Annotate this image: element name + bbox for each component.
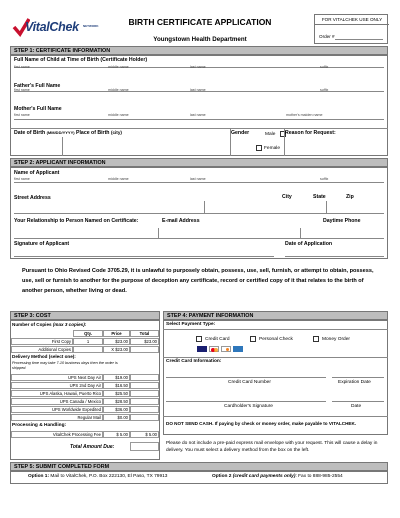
office-use-label: FOR VITALCHEK USE ONLY: [315, 17, 389, 25]
processing-fee-price: $ 5.00: [103, 431, 130, 438]
applicant-name-label: Name of Applicant: [14, 170, 60, 176]
amex-icon: [233, 346, 243, 352]
processing-label: Processing & Handling:: [12, 423, 67, 428]
col-total-header: Total: [130, 330, 159, 337]
delivery-row-label: UPS Next Day Air: [11, 374, 103, 381]
exp-date-label: Expiration Date: [338, 380, 371, 385]
city-divider: [204, 201, 205, 213]
dob-format: (MM/DD/YYYY): [46, 130, 75, 135]
cc-info-divider: [163, 357, 388, 358]
dob-label-text: Date of Birth: [14, 130, 46, 136]
delivery-row-total[interactable]: [130, 374, 159, 381]
processing-fee-total: $ 5.00: [130, 431, 159, 438]
logo-text: VitalChek: [25, 20, 79, 34]
option1: [28, 474, 167, 479]
payment-type-label: Select Payment Type:: [166, 322, 216, 327]
street-label: Street Address: [14, 195, 51, 201]
child-middle-hint: middle name: [108, 65, 129, 69]
delivery-row-price: $28.50: [103, 398, 130, 405]
option1-label: Option 1:: [28, 474, 50, 479]
signature-label: Signature of Applicant: [14, 241, 70, 247]
gender-divider-right: [284, 128, 285, 156]
applicant-suffix-hint: suffix: [320, 177, 329, 181]
mother-first-hint: first name: [14, 113, 30, 117]
copies-hint: (max 3 copies):: [52, 322, 87, 327]
order-number-field[interactable]: [335, 39, 383, 40]
form-title: BIRTH CERTIFICATE APPLICATION: [128, 17, 272, 27]
credit-card-checkbox[interactable]: [196, 336, 202, 342]
applicant-first-hint: first name: [14, 177, 30, 181]
child-suffix-hint: suffix: [320, 65, 329, 69]
additional-copies-label: Additional Copies: [11, 346, 73, 353]
relationship-email-phone-field[interactable]: [14, 238, 384, 239]
cash-notice: DO NOT SEND CASH. If paying by check or money order, make payable to VITALCHEK.: [166, 421, 357, 426]
additional-copies-price: X $23.00: [103, 346, 130, 353]
child-last-hint: last name: [190, 65, 206, 69]
delivery-row-total[interactable]: [130, 390, 159, 397]
cardholder-signature-label: Cardholder's Signature: [224, 404, 273, 409]
city-label: City: [282, 194, 292, 200]
child-name-label: Full Name of Child at Time of Birth (Certificate Holder): [14, 57, 148, 63]
step5-header: STEP 5: SUBMIT COMPLETED FORM: [10, 462, 388, 471]
mother-maiden-hint: mother's maiden name: [286, 113, 323, 117]
delivery-row-total[interactable]: [130, 414, 159, 421]
email-label: E-mail Address: [162, 218, 200, 224]
delivery-row-total[interactable]: [130, 398, 159, 405]
delivery-row-price: $19.00: [103, 374, 130, 381]
state-divider: [326, 201, 327, 213]
personal-check-checkbox[interactable]: [250, 336, 256, 342]
total-due-field[interactable]: [130, 442, 159, 451]
delivery-row-label: Regular Mail: [11, 414, 103, 421]
application-date-field[interactable]: [285, 256, 384, 257]
step2-header: STEP 2: APPLICANT INFORMATION: [10, 158, 388, 167]
email-divider: [158, 228, 159, 238]
relationship-label: Your Relationship to Person Named on Certificate:: [14, 218, 139, 224]
father-suffix-hint: suffix: [320, 88, 329, 92]
copies-label: [12, 322, 86, 327]
mother-middle-hint: middle name: [108, 113, 129, 117]
cash-notice-divider: [163, 416, 388, 417]
additional-copies-total[interactable]: [130, 346, 159, 353]
cc-info-label: Credit Card Information:: [166, 359, 222, 364]
payment-type-divider: [163, 329, 388, 330]
gender-label: Gender: [231, 130, 250, 136]
application-date-label: Date of Application: [285, 241, 333, 247]
first-copy-qty[interactable]: 1: [73, 338, 103, 345]
copies-label-text: Number of Copies: [12, 322, 52, 327]
delivery-row-total[interactable]: [130, 382, 159, 389]
department-name: Youngstown Health Department: [153, 36, 247, 43]
delivery-row-price: $0.00: [103, 414, 130, 421]
street-field[interactable]: [14, 213, 384, 214]
office-use-box: [314, 14, 388, 44]
delivery-row-label: UPS Worldwide Expedited: [11, 406, 103, 413]
phone-divider: [300, 228, 301, 238]
gender-divider-left: [230, 128, 231, 156]
delivery-label: Delivery Method (select one):: [12, 354, 76, 359]
cc-date-field[interactable]: [332, 401, 384, 402]
step1-header: STEP 1: CERTIFICATE INFORMATION: [10, 46, 388, 55]
option2-hint: (credit card payments only): [232, 474, 296, 479]
option2: [212, 474, 343, 479]
logo-tagline: NETWORK: [83, 24, 99, 28]
signature-field[interactable]: [14, 256, 274, 257]
male-label: Male: [265, 132, 276, 137]
option2-text: : Fax to 888-985-2554: [295, 474, 343, 479]
money-order-label: Money Order: [322, 337, 350, 342]
vitalchek-logo: [12, 14, 99, 40]
delivery-row-price: $16.50: [103, 382, 130, 389]
step4-header: STEP 4: PAYMENT INFORMATION: [163, 311, 388, 320]
credit-card-label: Credit Card: [205, 337, 230, 342]
option2-label: Option 2: [212, 474, 232, 479]
dob-divider: [62, 137, 63, 156]
applicant-name-field[interactable]: [14, 182, 384, 183]
applicant-middle-hint: middle name: [108, 177, 129, 181]
zip-label: Zip: [346, 194, 354, 200]
father-last-hint: last name: [190, 88, 206, 92]
step1-box: [10, 55, 388, 156]
mother-last-hint: last name: [190, 113, 206, 117]
total-due-label: Total Amount Due:: [70, 444, 115, 450]
order-label: Order #: [319, 34, 335, 39]
delivery-row-label: UPS Alaska, Hawaii, Puerto Rico: [11, 390, 103, 397]
delivery-row-total[interactable]: [130, 406, 159, 413]
first-copy-total: $23.00: [130, 338, 159, 345]
money-order-checkbox[interactable]: [313, 336, 319, 342]
mother-name-field[interactable]: [14, 119, 384, 120]
col-price-header: Price: [103, 330, 130, 337]
processing-fee-label: VitalChek Processing Fee: [11, 431, 103, 438]
first-copy-price: $23.00: [103, 338, 130, 345]
reason-label: Reason for Request:: [285, 130, 336, 136]
envelope-notice: Please do not include a pre-paid express mail envelope with your request. This will cause a delay in delivery. You must select a delivery method from the box on the left.: [166, 441, 378, 453]
place-hint: (city): [110, 130, 122, 135]
phone-label: Daytime Phone: [323, 218, 361, 224]
col-qty-header: Qty.: [73, 330, 103, 337]
mother-name-label: Mother's Full Name: [14, 106, 62, 112]
father-first-hint: first name: [14, 88, 30, 92]
father-name-label: Father's Full Name: [14, 83, 61, 89]
place-label-text: Place of Birth: [76, 130, 110, 136]
step3-header: STEP 3: COST: [10, 311, 160, 320]
child-first-hint: first name: [14, 65, 30, 69]
personal-check-label: Personal Check: [259, 337, 293, 342]
additional-copies-qty[interactable]: [73, 346, 103, 353]
delivery-row-price: $25.50: [103, 390, 130, 397]
cardholder-signature-field[interactable]: [166, 401, 326, 402]
delivery-row-label: UPS Canada / Mexico: [11, 398, 103, 405]
cc-date-label: Date: [351, 404, 362, 409]
cc-number-field[interactable]: [166, 377, 326, 378]
state-label: State: [313, 194, 326, 200]
discover-icon: [221, 346, 231, 352]
female-checkbox[interactable]: [256, 145, 262, 151]
father-middle-hint: middle name: [108, 88, 129, 92]
mastercard-icon: [209, 346, 219, 352]
female-label: Female: [264, 146, 280, 151]
dob-place-row-top: [10, 128, 388, 129]
first-copy-label: First Copy: [11, 338, 73, 345]
dob-label: [14, 130, 122, 136]
visa-icon: [197, 346, 207, 352]
delivery-row-price: $36.00: [103, 406, 130, 413]
legal-notice: Pursuant to Ohio Revised Code 3705.29, it is unlawful to purposely obtain, possess, use, sell, furnish, or attempt to obtain, possess, use, sell or furnish to another for the purpose of deception any certificate, record or certified copy of it that relates to the birth of another person, whether living or dead.: [22, 268, 374, 294]
delivery-note: Processing time may take 7-10 business days then the order is shipped.: [12, 361, 118, 370]
cc-number-label: Credit Card Number: [228, 380, 271, 385]
option1-text: Mail to VitalChek, P.O. Box 222130, El Paso, TX 79913: [50, 474, 168, 479]
exp-date-field[interactable]: [332, 377, 384, 378]
delivery-row-label: UPS 2nd Day Air: [11, 382, 103, 389]
card-logos: [197, 346, 245, 353]
applicant-last-hint: last name: [190, 177, 206, 181]
